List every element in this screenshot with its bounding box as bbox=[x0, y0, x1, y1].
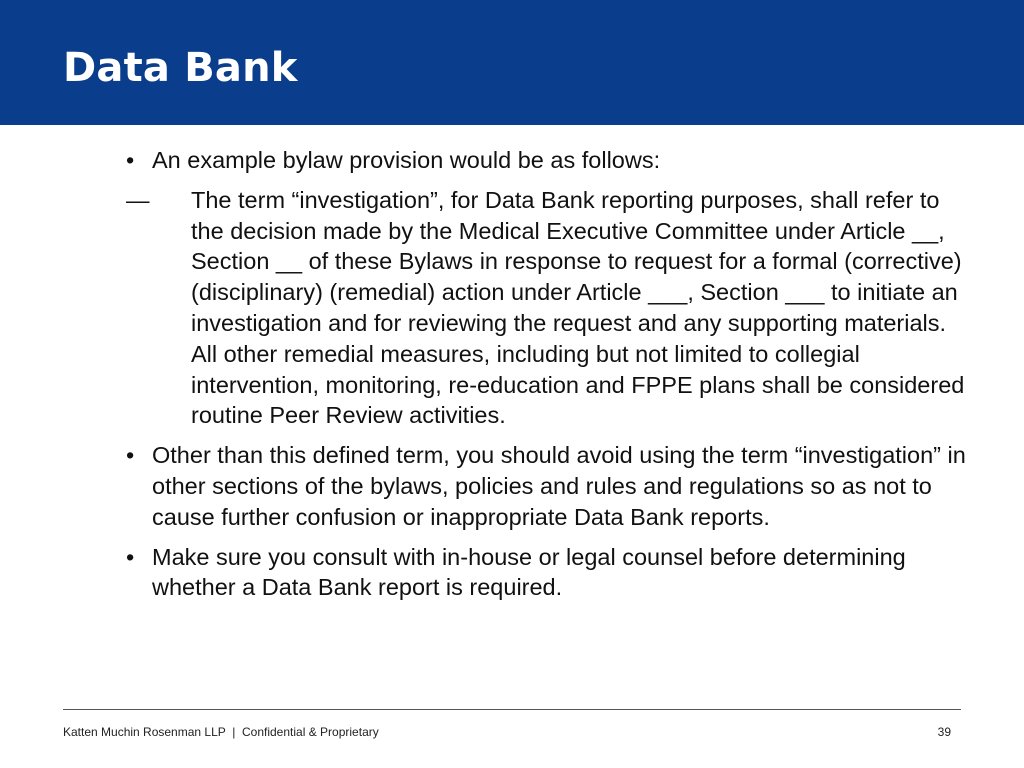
title-bar bbox=[0, 0, 1024, 125]
bullet-text: An example bylaw provision would be as follows: bbox=[152, 147, 661, 173]
bullet-item bbox=[126, 542, 976, 604]
page-number: 39 bbox=[937, 725, 951, 739]
bullet-icon: • bbox=[126, 543, 135, 570]
bullet-icon: • bbox=[126, 147, 135, 173]
bullet-item bbox=[126, 440, 976, 532]
slide-title: Data Bank bbox=[63, 45, 298, 91]
footer-divider bbox=[63, 709, 961, 710]
bullet-text: Make sure you consult with in-house or legal counsel before determining whether a Data Bank report is required. bbox=[152, 543, 906, 601]
sub-bullet-item bbox=[126, 185, 976, 431]
bullet-icon: • bbox=[126, 442, 135, 469]
slide-body bbox=[126, 145, 976, 603]
bullet-text: Other than this defined term, you should avoid using the term “investigation” in other sections of the bylaws, policies and rules and regulations so as not to cause further confusion or inappropriate Data Bank reports. bbox=[152, 442, 966, 530]
footer-text: Katten Muchin Rosenman LLP | Confidential & Proprietary bbox=[63, 725, 379, 739]
sub-bullet-text: The term “investigation”, for Data Bank reporting purposes, shall refer to the decision made by the Medical Executive Committee under Article __, Section __ of these Bylaws in response to request for a formal (corrective) (disciplinary) (remedial) action under Article ___, Section ___ to initiate an investigation and for reviewing the request and any supporting materials. All other remedial measures, including but not limited to collegial intervention, monitoring, re-education and FPPE plans shall be considered routine Peer Review activities. bbox=[191, 186, 965, 429]
dash-icon: — bbox=[126, 186, 150, 213]
bullet-item bbox=[126, 145, 976, 176]
